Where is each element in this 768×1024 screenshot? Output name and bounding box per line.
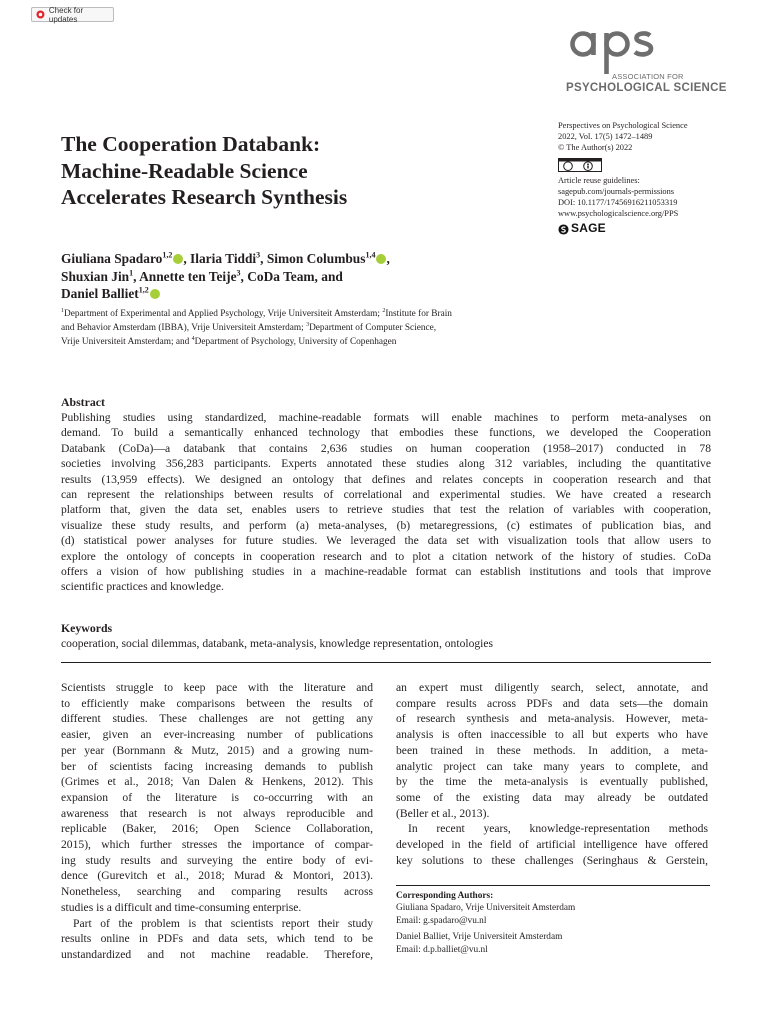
- body-line: ber of scientists facing increasing demands to publish: [61, 759, 373, 773]
- body-line: by the time the meta-analysis is eventually published,: [396, 775, 708, 789]
- title-line: The Cooperation Databank:: [61, 132, 321, 156]
- abstract-body: [61, 410, 711, 595]
- abstract-line: scientific practices and knowledge.: [61, 580, 224, 594]
- keywords-text: cooperation, social dilemmas, databank, meta-analysis, knowledge representation, ontologies: [61, 637, 494, 650]
- check-updates-icon: [36, 10, 45, 19]
- body-line: different studies. These challenges are not getting any: [61, 712, 373, 726]
- affiliation-marker: 4: [191, 335, 195, 342]
- body-line: easier, given an ever-increasing number of publications: [61, 728, 373, 742]
- logo-line-association: ASSOCIATION FOR: [612, 72, 684, 81]
- abstract-line: demand. To build a semantically enhanced technology that embodies these functions, we developed the Cooperation: [61, 426, 711, 440]
- permissions-link[interactable]: sagepub.com/journals-permissions: [558, 186, 675, 196]
- author-affiliation-marker: 1: [129, 268, 134, 278]
- affiliation-marker: 1: [61, 307, 64, 314]
- affiliation-marker: 2: [382, 307, 386, 314]
- reuse-guidelines-label: Article reuse guidelines:: [558, 175, 640, 185]
- body-line: some of the existing data may already be outdated: [396, 790, 708, 804]
- email-link[interactable]: Email: g.spadaro@vu.nl: [396, 915, 487, 926]
- body-line: studies is a difficult and time-consuming enterprise.: [61, 900, 302, 914]
- body-line: analytic project can take many years to complete, and: [396, 759, 708, 773]
- doi-link[interactable]: DOI: 10.1177/17456916211053319: [558, 198, 678, 208]
- body-line: awareness that research is not always reproducible and: [61, 806, 373, 820]
- author-separator: ,: [386, 251, 390, 266]
- article-title: [61, 131, 531, 211]
- body-line: (Beller et al., 2013).: [396, 806, 490, 820]
- body-line: Part of the problem is that scientists report their study: [73, 916, 373, 930]
- sage-wordmark: SAGE: [571, 221, 606, 236]
- body-line: results online in PDFs and data sets, which tend to be: [61, 932, 373, 946]
- author-affiliation-marker: 1,2: [162, 250, 173, 260]
- section-divider: [61, 662, 711, 663]
- author-name: , CoDa Team, and: [240, 268, 343, 284]
- body-line: expansion of the literature is co-occurring with an: [61, 790, 373, 804]
- corresponding-authors: [396, 890, 710, 956]
- author-name: , Simon Columbus: [260, 251, 366, 266]
- journal-meta: [558, 120, 758, 235]
- body-line: (Grimes et al., 2018; Van Dalen & Henkens, 2012). This: [61, 775, 373, 789]
- affiliation-text: Department of Psychology, University of Copenhagen: [194, 337, 397, 347]
- body-line: analysis is often inaccessible to all but experts who have: [396, 728, 708, 742]
- body-line: developed in the field of artificial intelligence have offered: [396, 838, 708, 852]
- creative-commons-icon: [558, 158, 602, 172]
- abstract-line: (d) statistical power analyses for future studies. We leveraged the data set with visualization tools that allow users to: [61, 534, 711, 548]
- body-line: 2015), which further stresses the importance of compar-: [61, 838, 373, 852]
- keywords-heading: Keywords: [61, 621, 113, 635]
- author-affiliation-marker: 1,4: [365, 250, 376, 260]
- author-name: Shuxian Jin: [61, 268, 130, 284]
- body-line: unstandardized and not machine readable. Therefore,: [61, 947, 373, 961]
- journal-name: Perspectives on Psychological Science: [558, 121, 688, 130]
- check-for-updates-label: Check for updates: [48, 5, 84, 24]
- abstract-line: platform that, given the data set, enables users to retrieve studies that test the relation of variables with cooperation,: [61, 503, 711, 517]
- body-column-left: [61, 680, 373, 963]
- body-line: to efficiently make comparisons between the results of: [61, 696, 373, 710]
- title-line: Accelerates Research Synthesis: [61, 185, 348, 209]
- abstract-line: explore the ontology of concepts in cooperation research and to plot a citation network of the history of studies. CoDa: [61, 549, 711, 563]
- body-line: of research synthesis and meta-analysis. However, meta-: [396, 712, 708, 726]
- body-line: ing study results and surveying the entire body of evi-: [61, 853, 373, 867]
- affiliation-text: Institute for Brain: [385, 309, 452, 319]
- abstract-line: can represent the relationships between results of correlational and experimental studies. We have created a research: [61, 488, 711, 502]
- title-line: Machine-Readable Science: [61, 158, 308, 183]
- affiliations: [61, 307, 521, 349]
- author-name: , Annette ten Teije: [133, 268, 237, 284]
- abstract-line: Publishing studies using standardized, machine-readable formats will enable machines to perform meta-analyses on: [61, 411, 711, 424]
- check-for-updates-badge[interactable]: [31, 7, 114, 22]
- affiliation-text: Vrije Universiteit Amsterdam; and: [61, 337, 192, 347]
- affiliation-marker: 3: [306, 321, 310, 328]
- affiliation-text: Department of Experimental and Applied Psychology, Vrije Universiteit Amsterdam;: [64, 309, 383, 319]
- body-column-right: [396, 680, 708, 868]
- author-affiliation-marker: 3: [256, 250, 261, 260]
- body-line: been trained in these methods. In addition, a meta-: [396, 743, 708, 757]
- abstract-line: Databank (CoDa)—a databank that contains 2,636 studies on human cooperation (1958–2017) conducted in 78: [61, 441, 711, 455]
- body-line: an expert must diligently search, select, annotate, and: [396, 681, 708, 694]
- body-line: In recent years, knowledge-representation methods: [408, 822, 708, 836]
- journal-volume: 2022, Vol. 17(5) 1472–1489: [558, 132, 653, 142]
- body-line: per year (Bornmann & Mutz, 2015) and a growing num-: [61, 743, 373, 757]
- body-line: compare results across PDFs and data sets—the domain: [396, 696, 708, 710]
- sage-icon: [558, 224, 569, 235]
- body-line: Nonetheless, searching and comparing results across: [61, 885, 373, 899]
- journal-website-link[interactable]: www.psychologicalscience.org/PPS: [558, 209, 679, 219]
- body-line: replicable (Baker, 2016; Open Science Collaboration,: [61, 822, 373, 836]
- author-affiliation-marker: 1,2: [138, 285, 149, 295]
- author-name: Giuliana Spadaro: [61, 251, 163, 266]
- author-name: , Ilaria Tiddi: [183, 251, 257, 266]
- corresponding-author: Daniel Balliet, Vrije Universiteit Amsterdam: [396, 932, 563, 943]
- body-line: key solutions to these challenges (Seringhaus & Gerstein,: [396, 853, 708, 867]
- affiliation-text: Department of Computer Science,: [309, 323, 437, 333]
- aps-wordmark-graphic: [566, 28, 670, 76]
- footnote-divider: [396, 885, 710, 886]
- sage-logo: [558, 223, 758, 234]
- affiliation-text: and Behavior Amsterdam (IBBA), Vrije Universiteit Amsterdam;: [61, 323, 307, 333]
- aps-logo: [566, 28, 727, 112]
- orcid-icon[interactable]: [173, 254, 183, 264]
- author-name: Daniel Balliet: [61, 286, 139, 302]
- copyright: © The Author(s) 2022: [558, 143, 633, 153]
- corresponding-author: Giuliana Spadaro, Vrije Universiteit Amsterdam: [396, 903, 576, 914]
- abstract-line: societies involving 356,283 participants. Experts annotated these studies along 312 variables, including the quantitative: [61, 457, 711, 471]
- logo-line-psychological-science: PSYCHOLOGICAL SCIENCE: [566, 82, 727, 94]
- abstract-line: results (13,959 effects). We designed an ontology that defines and relates concepts in cooperation research and that: [61, 472, 711, 486]
- abstract-heading: Abstract: [61, 395, 105, 409]
- author-affiliation-marker: 3: [236, 268, 241, 278]
- orcid-icon[interactable]: [376, 254, 386, 264]
- corresponding-heading: Corresponding Authors:: [396, 891, 494, 901]
- body-line: Scientists struggle to keep pace with the literature and: [61, 681, 373, 694]
- author-list: [61, 250, 531, 303]
- body-line: dence (Gurevitch et al., 2018; Murad & Montori, 2013).: [61, 869, 373, 883]
- abstract-line: visualize these study results, and perform (a) meta-analyses, (b) metaregressions, (c) estimates of publication bias, and: [61, 518, 711, 532]
- orcid-icon[interactable]: [150, 289, 160, 299]
- abstract-line: offers a vision of how publishing studies in a machine-readable format can establish institutions and tools that improve: [61, 565, 711, 579]
- email-link[interactable]: Email: d.p.balliet@vu.nl: [396, 944, 488, 955]
